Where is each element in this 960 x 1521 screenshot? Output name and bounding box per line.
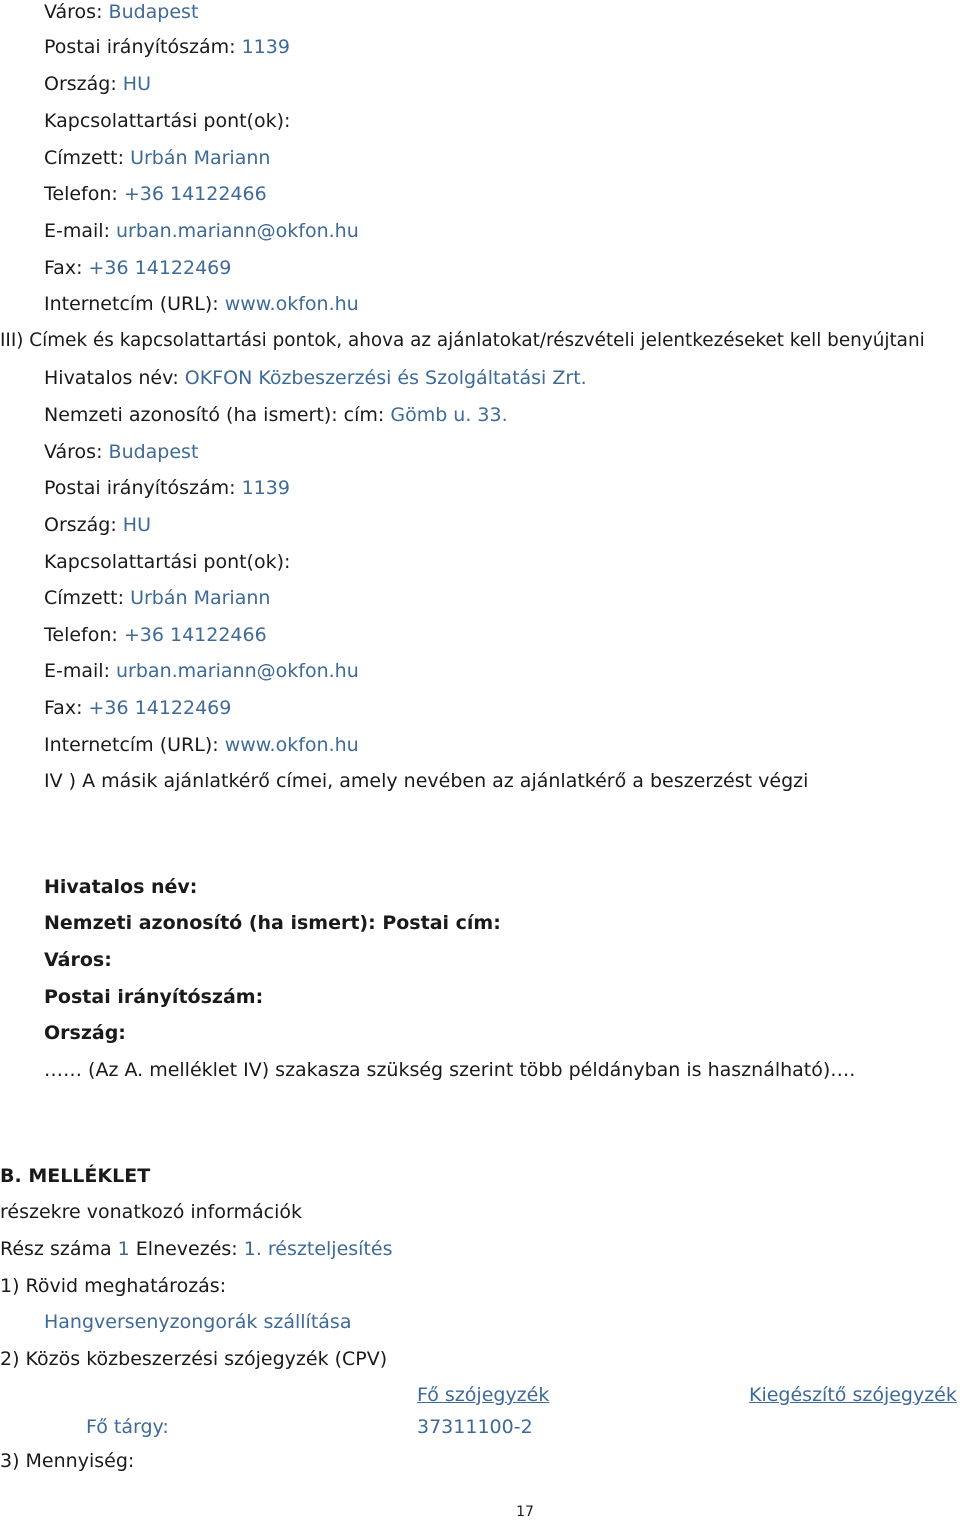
postal-code-value: 1139 — [241, 36, 290, 58]
city-label: Város: — [44, 949, 112, 971]
city-line — [44, 440, 198, 464]
phone-label: Telefon: — [44, 624, 124, 646]
country-label: Ország: — [44, 514, 123, 536]
fax-label: Fax: — [44, 697, 89, 719]
official-name-label: Hivatalos név: — [44, 367, 185, 389]
city-label: Város: — [44, 1, 109, 23]
section-iv-note: …… (Az A. melléklet IV) szakasza szükség szerint több példányban is használható)…. — [44, 1059, 856, 1081]
fax-value: +36 14122469 — [88, 697, 232, 719]
phone-line — [44, 182, 267, 206]
part-line — [0, 1237, 392, 1261]
addressee-value: Urbán Mariann — [130, 587, 271, 609]
supplementary-vocabulary-header: Kiegészítő szójegyzék — [749, 1384, 957, 1406]
phone-line — [44, 623, 267, 647]
cpv-heading: 2) Közös közbeszerzési szójegyzék (CPV) — [0, 1348, 388, 1370]
official-name-line — [44, 366, 587, 390]
short-description-value: Hangversenyzongorák szállítása — [44, 1311, 352, 1333]
part-number-value: 1 — [117, 1238, 130, 1260]
email-label: E-mail: — [44, 660, 117, 682]
page-number: 17 — [516, 1504, 534, 1520]
addressee-label: Címzett: — [44, 147, 131, 169]
url-line — [44, 733, 359, 757]
official-name-value: OKFON Közbeszerzési és Szolgáltatási Zrt. — [184, 367, 587, 389]
city-value: Budapest — [108, 1, 199, 23]
postal-code-value: 1139 — [241, 477, 290, 499]
phone-label: Telefon: — [44, 183, 124, 205]
email-line — [44, 659, 359, 683]
url-line — [44, 292, 359, 316]
url-link[interactable]: www.okfon.hu — [224, 293, 359, 315]
fax-value: +36 14122469 — [88, 257, 232, 279]
national-id-label: Nemzeti azonosító (ha ismert): Postai cím: — [44, 912, 501, 934]
short-description-label: 1) Rövid meghatározás: — [0, 1275, 227, 1297]
annex-b-subtitle: részekre vonatkozó információk — [0, 1201, 302, 1223]
country-value: HU — [122, 514, 151, 536]
addressee-line — [44, 146, 270, 170]
part-name-value: 1. részteljesítés — [243, 1238, 393, 1260]
fax-line — [44, 256, 231, 280]
national-id-label: Nemzeti azonosító (ha ismert): cím: — [44, 404, 391, 426]
email-line — [44, 219, 359, 243]
address-value: Gömb u. 33. — [390, 404, 508, 426]
addressee-value: Urbán Mariann — [130, 147, 271, 169]
part-name-label: Elnevezés: — [129, 1238, 244, 1260]
section-iv-heading: IV ) A másik ajánlatkérő címei, amely nevében az ajánlatkérő a beszerzést végzi — [44, 770, 809, 792]
email-link[interactable]: urban.mariann@okfon.hu — [116, 220, 359, 242]
contact-points-heading: Kapcsolattartási pont(ok): — [44, 110, 291, 132]
postal-code-label: Postai irányítószám: — [44, 36, 242, 58]
city-line — [44, 0, 198, 24]
email-label: E-mail: — [44, 220, 117, 242]
main-vocabulary-header: Fő szójegyzék — [417, 1384, 550, 1406]
official-name-label: Hivatalos név: — [44, 876, 198, 898]
url-label: Internetcím (URL): — [44, 734, 225, 756]
city-value: Budapest — [108, 441, 199, 463]
addressee-line — [44, 586, 270, 610]
city-label: Város: — [44, 441, 109, 463]
country-line — [44, 513, 151, 537]
fax-label: Fax: — [44, 257, 89, 279]
main-object-cpv-code: 37311100-2 — [417, 1416, 533, 1438]
contact-points-heading: Kapcsolattartási pont(ok): — [44, 551, 291, 573]
country-line — [44, 72, 151, 96]
postal-code-line — [44, 476, 290, 500]
url-label: Internetcím (URL): — [44, 293, 225, 315]
postal-code-line — [44, 35, 290, 59]
main-object-label: Fő tárgy: — [86, 1416, 169, 1438]
url-link[interactable]: www.okfon.hu — [224, 734, 359, 756]
postal-code-label: Postai irányítószám: — [44, 477, 242, 499]
part-number-label: Rész száma — [0, 1238, 118, 1260]
national-id-line — [44, 403, 508, 427]
annex-b-title: B. MELLÉKLET — [0, 1165, 151, 1187]
quantity-label: 3) Mennyiség: — [0, 1450, 135, 1472]
addressee-label: Címzett: — [44, 587, 131, 609]
section-iii-heading: III) Címek és kapcsolattartási pontok, ahova az ajánlatokat/részvételi jelentkezéseket kell benyújtani — [0, 330, 925, 351]
country-value: HU — [122, 73, 151, 95]
email-link[interactable]: urban.mariann@okfon.hu — [116, 660, 359, 682]
postal-code-label: Postai irányítószám: — [44, 986, 264, 1008]
country-label: Ország: — [44, 73, 123, 95]
fax-line — [44, 696, 231, 720]
country-label: Ország: — [44, 1022, 126, 1044]
phone-value: +36 14122466 — [123, 624, 267, 646]
phone-value: +36 14122466 — [123, 183, 267, 205]
